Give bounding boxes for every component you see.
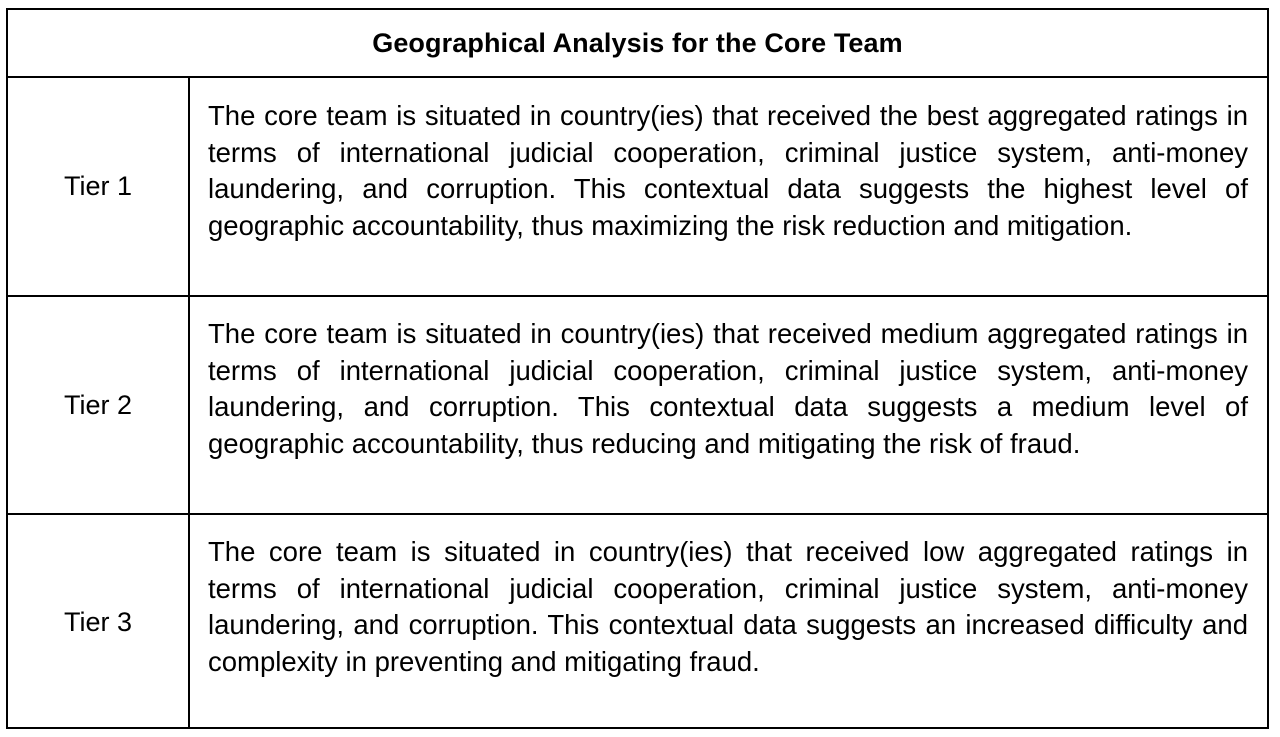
- table-title: Geographical Analysis for the Core Team: [372, 27, 903, 58]
- geographical-analysis-table: [6, 8, 1269, 729]
- tier-description: The core team is situated in country(ies) that received the best aggregated ratings in terms of international judicial cooperation, criminal justice system, anti-money laundering, and corruption. This contextual data suggests the highest level of geographic accountability, thus maximizing the risk reduction and mitigation.: [208, 100, 1248, 241]
- table-title-row: [8, 10, 1267, 78]
- tier-description: The core team is situated in country(ies) that received medium aggregated ratings in terms of international judicial cooperation, criminal justice system, anti-money laundering, and corruption. This contextual data suggests a medium level of geographic accountability, thus reducing and mitigating the risk of fraud.: [208, 318, 1248, 459]
- table-row-tier-1: [8, 78, 1267, 297]
- tier-label: Tier 2: [8, 297, 190, 513]
- tier-label: Tier 1: [8, 78, 190, 295]
- tier-label: Tier 3: [8, 515, 190, 729]
- table-row-tier-2: [8, 297, 1267, 515]
- table-row-tier-3: [8, 515, 1267, 729]
- tier-description: The core team is situated in country(ies) that received low aggregated ratings in terms of international judicial cooperation, criminal justice system, anti-money laundering, and corruption. This contextual data suggests an increased difficulty and complexity in preventing and mitigating fraud.: [208, 536, 1248, 677]
